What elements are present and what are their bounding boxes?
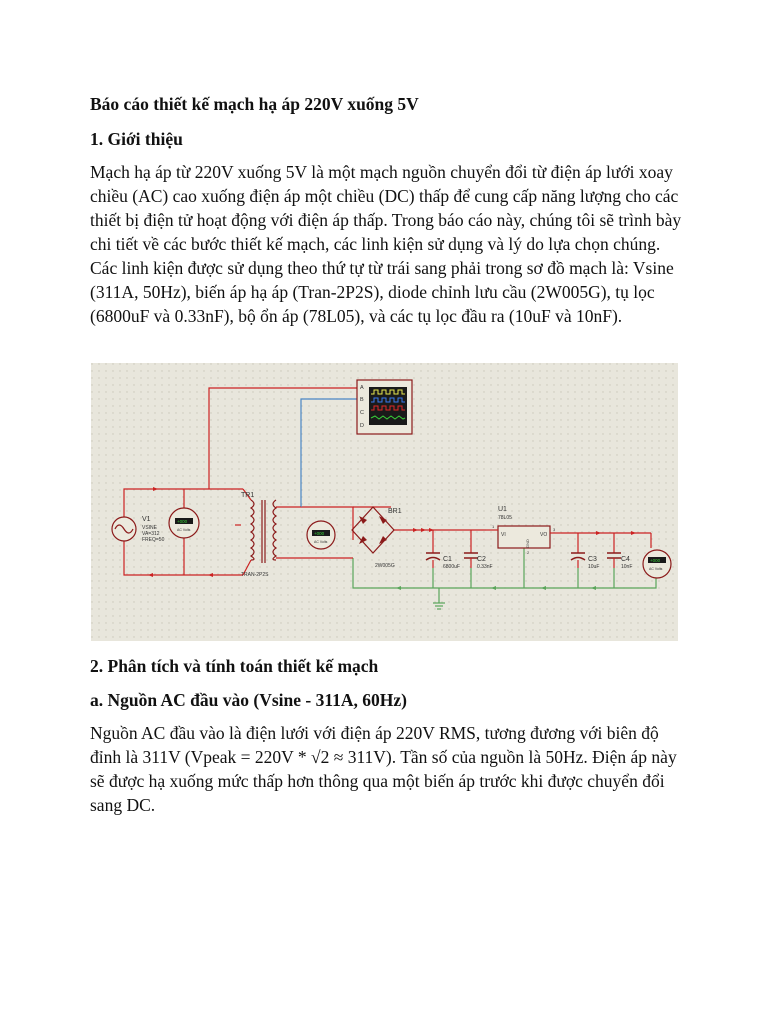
meter-out-reading: +000 (650, 558, 661, 563)
c2-ref: C2 (477, 556, 486, 563)
bridge-value: 2W005G (375, 563, 395, 569)
regulator-value: 78L05 (498, 515, 512, 521)
scope-channel-a: A (360, 385, 364, 391)
c3-value: 10uF (588, 564, 600, 570)
meter-mid-unit: AC Volts (314, 540, 328, 544)
c1-value: 6800uF (443, 564, 460, 570)
regulator-pin-out: VO (540, 532, 548, 538)
regulator-pin-gnd: GND (525, 539, 530, 548)
meter-mid-reading: +000 (314, 531, 325, 536)
voltmeter-output (643, 550, 671, 578)
intro-paragraph: Mạch hạ áp từ 220V xuống 5V là một mạch nguồn chuyển đổi từ điện áp lưới xoay chiều (AC) cao xuống điện áp một chiều (DC) thấp để cung cấp năng lượng cho các thiết bị điện tử hoạt động với điện áp thấp. Trong báo cáo này, chúng tôi sẽ trình bày chi tiết về các bước thiết kế mạch, các linh kiện sử dụng và lý do lựa chọn chúng. Các linh kiện được sử dụng theo thứ tự từ trái sang phải trong sơ đồ mạch là: Vsine (311A, 50Hz), biến áp hạ áp (Tran-2P2S), diode chỉnh lưu cầu (2W005G), tụ lọc (6800uF và 0.33nF), bộ ổn áp (78L05), và các tụ lọc đầu ra (10uF và 10nF). (90, 162, 682, 326)
transformer-value: TRAN-2P2S (241, 572, 269, 578)
schematic-svg (91, 363, 678, 641)
regulator-ref: U1 (498, 506, 507, 513)
bridge-ref: BR1 (388, 508, 402, 515)
ac-source-paragraph: Nguồn AC đầu vào là điện lưới với điện áp 220V RMS, tương đương với biên độ đỉnh là 311V (Vpeak = 220V * √2 ≈ 311V). Tần số của nguồn là 50Hz. Điện áp này sẽ được hạ xuống mức thấp hơn thông qua một biến áp trước khi được chuyển đổi sang DC. (90, 723, 677, 815)
section-heading-introduction: 1. Giới thiệu (90, 129, 183, 149)
pin-1: 1 (492, 524, 495, 529)
oscilloscope (357, 380, 412, 434)
scope-channel-c: C (360, 410, 364, 416)
meter-out-unit: AC Volts (649, 567, 663, 571)
subsection-heading-ac-source: a. Nguồn AC đầu vào (Vsine - 311A, 60Hz) (90, 690, 407, 710)
document-title: Báo cáo thiết kế mạch hạ áp 220V xuống 5V (90, 94, 419, 114)
scope-channel-b: B (360, 397, 364, 403)
source-line-3: FREQ=50 (142, 537, 165, 543)
voltmeter-secondary (307, 521, 335, 549)
meter-in-unit: AC Volts (177, 528, 191, 532)
pin-2: 2 (527, 550, 530, 555)
source-ref: V1 (142, 516, 151, 523)
c3-ref: C3 (588, 556, 597, 563)
pin-3: 3 (553, 527, 556, 532)
voltmeter-input (169, 508, 199, 538)
c1-ref: C1 (443, 556, 452, 563)
c2-value: 0.33nF (477, 564, 493, 570)
c4-value: 10nF (621, 564, 633, 570)
circuit-schematic (91, 363, 678, 641)
meter-in-reading: +000 (177, 519, 188, 524)
scope-channel-d: D (360, 423, 364, 429)
regulator-pin-in: VI (501, 532, 506, 538)
transformer-ref: TR1 (241, 492, 255, 499)
source-line-1: VSINE (142, 525, 158, 531)
section-heading-analysis: 2. Phân tích và tính toán thiết kế mạch (90, 656, 379, 676)
c4-ref: C4 (621, 556, 630, 563)
source-line-2: VA=312 (142, 531, 160, 537)
